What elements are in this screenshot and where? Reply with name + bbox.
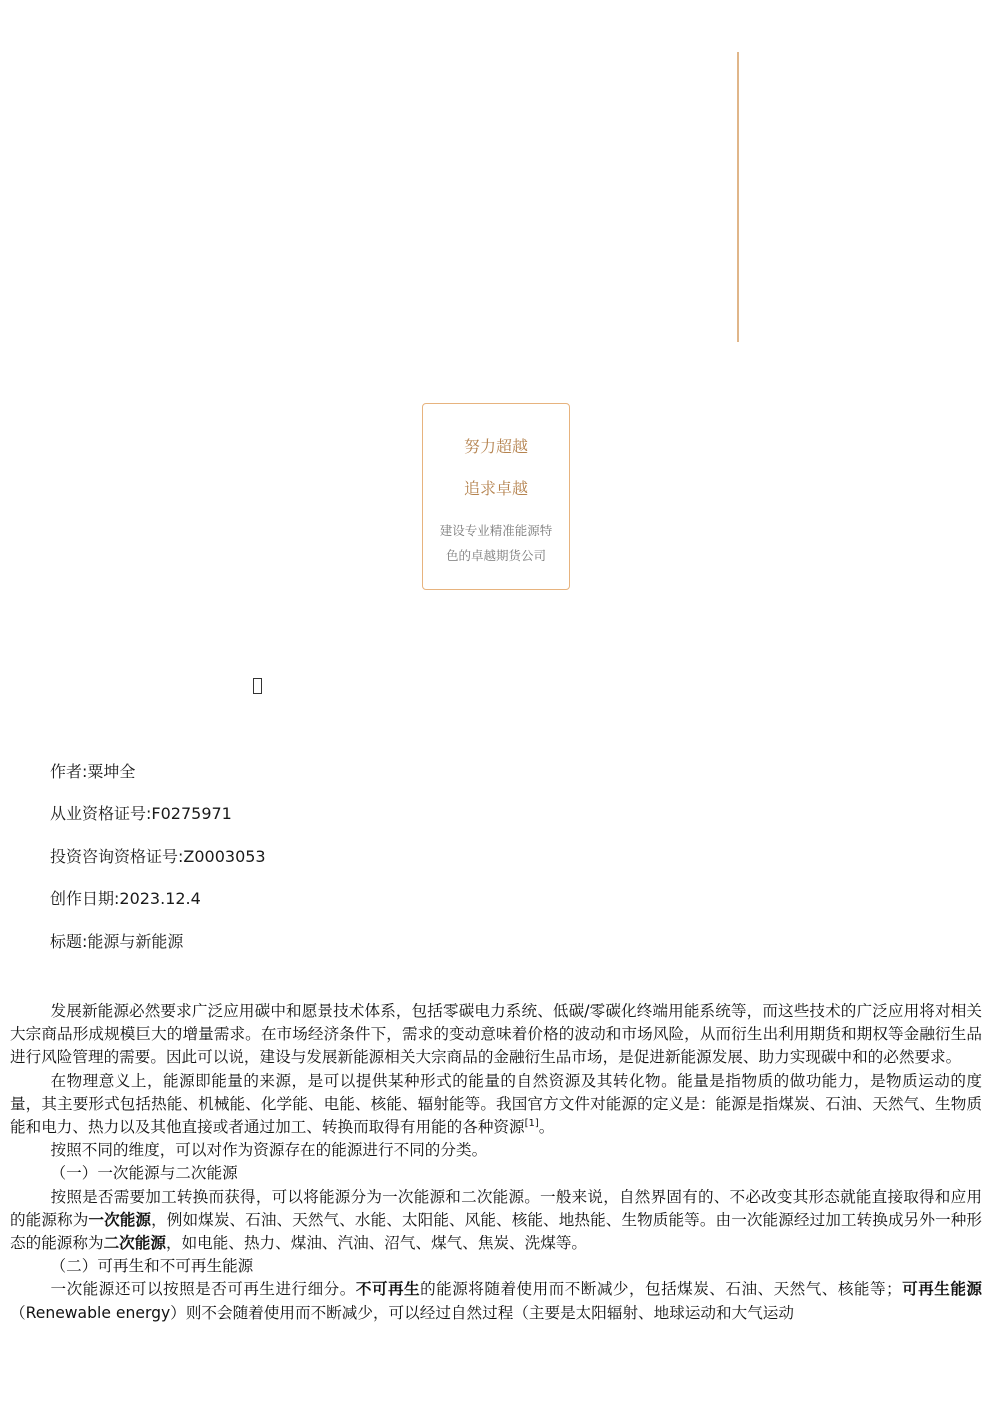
missing-glyph-icon	[253, 678, 262, 694]
slogan-line-2: 追求卓越	[463, 479, 528, 498]
paragraph-3: 按照不同的维度，可以对作为资源存在的能源进行不同的分类。	[50, 1141, 488, 1160]
paragraph-2	[10, 1070, 982, 1140]
slogan-subtitle	[431, 518, 561, 568]
footnote-ref[interactable]: [1]	[524, 1118, 539, 1130]
article-body	[10, 1000, 982, 1325]
date-line: 创作日期:2023.12.4	[50, 889, 201, 908]
paragraph-2-end: 。	[538, 1118, 555, 1137]
term-secondary-energy: 二次能源	[103, 1234, 166, 1253]
slogan-line-1: 努力超越	[463, 437, 528, 456]
section-heading-1: （一）一次能源与二次能源	[50, 1164, 238, 1183]
slogan-box	[422, 403, 570, 590]
paragraph-4-text-a: 按照是否需要加工转换而获得，可以将能源分为一次能源和二次能源。一般来说，自然界固有的、不必改变其形态就能直接取得和应用的能源称为	[10, 1187, 982, 1229]
decorative-vertical-line	[737, 52, 739, 342]
title-line: 标题:能源与新能源	[50, 932, 184, 951]
author-line: 作者:粟坤全	[50, 762, 136, 781]
section-heading-2: （二）可再生和不可再生能源	[50, 1257, 254, 1276]
term-renewable-energy: 可再生能源	[901, 1280, 982, 1299]
qualification-line: 从业资格证号:F0275971	[50, 804, 232, 823]
slogan-subtitle-line-2: 色的卓越期货公司	[445, 548, 546, 563]
paragraph-1: 发展新能源必然要求广泛应用碳中和愿景技术体系，包括零碳电力系统、低碳/零碳化终端用能系统等，而这些技术的广泛应用将对相关大宗商品形成规模巨大的增量需求。在市场经济条件下，需求的变动意味着价格的波动和市场风险，从而衍生出利用期货和期权等金融衍生品进行风险管理的需要。因此可以说，建设与发展新能源相关大宗商品的金融衍生品市场，是促进新能源发展、助力实现碳中和的必然要求。	[10, 1002, 982, 1067]
slogan-subtitle-line-1: 建设专业精准能源特	[439, 523, 553, 538]
paragraph-5-text-c: 的能源将随着使用而不断减少，包括煤炭、石油、天然气、核能等；	[420, 1280, 902, 1299]
paragraph-5-text-a: 一次能源还可以按照是否可再生进行细分。	[50, 1280, 356, 1299]
paragraph-2-text: 在物理意义上，能源即能量的来源，是可以提供某种形式的能量的自然资源及其转化物。能量是指物质的做功能力，是物质运动的度量，其主要形式包括热能、机械能、化学能、电能、核能、辐射能等。我国官方文件对能源的定义是：能源是指煤炭、石油、天然气、生物质能和电力、热力以及其他直接或者通过加工、转换而取得有用能的各种资源	[10, 1071, 982, 1137]
paragraph-4	[10, 1186, 982, 1256]
paragraph-4-text-c: ，例如煤炭、石油、天然气、水能、太阳能、风能、核能、地热能、生物质能等。由一次能源经过加工转换成另外一种形态的能源称为	[10, 1210, 982, 1253]
term-primary-energy: 一次能源	[88, 1210, 152, 1229]
paragraph-5-text-e: （Renewable energy）则不会随着使用而不断减少，可以经过自然过程（主要是太阳辐射、地球运动和大气运动	[10, 1303, 794, 1322]
paragraph-4-text-e: ，如电能、热力、煤油、汽油、沼气、煤气、焦炭、洗煤等。	[165, 1234, 588, 1253]
term-non-renewable: 不可再生	[355, 1280, 421, 1299]
consulting-qualification-line: 投资咨询资格证号:Z0003053	[50, 847, 266, 866]
paragraph-5	[10, 1278, 982, 1324]
